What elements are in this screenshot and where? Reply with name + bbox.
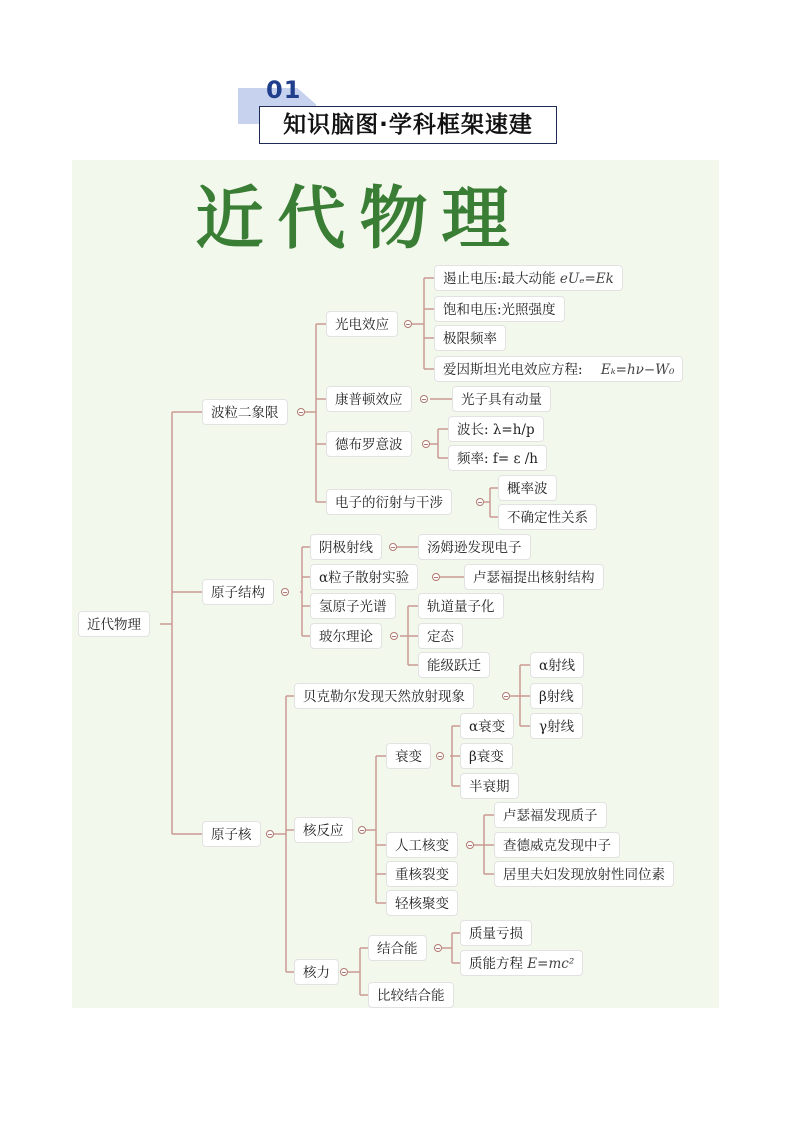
- node-probability-wave[interactable]: 概率波: [498, 475, 557, 501]
- node-nucleus[interactable]: 原子核: [202, 821, 261, 847]
- collapse-icon[interactable]: [422, 440, 430, 448]
- collapse-icon[interactable]: [432, 573, 440, 581]
- node-photoelectric[interactable]: 光电效应: [326, 311, 398, 337]
- node-thomson[interactable]: 汤姆逊发现电子: [418, 534, 531, 560]
- node-specific-binding-energy[interactable]: 比较结合能: [368, 982, 454, 1008]
- node-gamma-ray[interactable]: γ射线: [530, 713, 583, 739]
- node-half-life[interactable]: 半衰期: [460, 773, 519, 799]
- node-de-broglie[interactable]: 德布罗意波: [326, 431, 412, 457]
- node-compton[interactable]: 康普顿效应: [326, 386, 412, 412]
- node-stop-voltage[interactable]: [434, 265, 623, 291]
- node-einstein-equation[interactable]: [434, 356, 683, 382]
- einstein-equation-formula: Eₖ=hν−W₀: [600, 362, 675, 378]
- section-title: 知识脑图·学科框架速建: [259, 106, 557, 144]
- collapse-icon[interactable]: [281, 588, 289, 596]
- node-fusion[interactable]: 轻核聚变: [386, 890, 458, 916]
- collapse-icon[interactable]: [434, 944, 442, 952]
- stop-voltage-formula: eUₑ=Ek: [559, 271, 614, 287]
- node-fission[interactable]: 重核裂变: [386, 861, 458, 887]
- node-energy-transition[interactable]: 能级跃迁: [418, 652, 490, 678]
- node-frequency[interactable]: 频率: f= ε /h: [448, 445, 547, 471]
- node-atomic-structure[interactable]: 原子结构: [202, 579, 274, 605]
- node-alpha-decay[interactable]: α衰变: [460, 713, 514, 739]
- node-beta-ray[interactable]: β射线: [530, 683, 583, 709]
- collapse-icon[interactable]: [436, 752, 444, 760]
- node-root[interactable]: 近代物理: [78, 611, 150, 637]
- collapse-icon[interactable]: [340, 968, 348, 976]
- node-neutron-discovery[interactable]: 查德威克发现中子: [494, 832, 620, 858]
- node-decay[interactable]: 衰变: [386, 743, 431, 769]
- section-number: 01: [266, 76, 302, 104]
- node-isotope-discovery[interactable]: 居里夫妇发现放射性同位素: [494, 861, 674, 887]
- node-artificial-transmutation[interactable]: 人工核变: [386, 832, 458, 858]
- einstein-equation-label: 爱因斯坦光电效应方程:: [443, 362, 583, 378]
- node-cathode-ray[interactable]: 阴极射线: [310, 534, 382, 560]
- node-nuclear-force[interactable]: 核力: [294, 959, 339, 985]
- main-title: 近代物理: [195, 180, 524, 259]
- collapse-icon[interactable]: [404, 320, 412, 328]
- node-mass-energy[interactable]: [460, 950, 583, 976]
- node-photon-momentum[interactable]: 光子具有动量: [452, 386, 551, 412]
- node-beta-decay[interactable]: β衰变: [460, 743, 513, 769]
- node-electron-diffraction[interactable]: 电子的衍射与干涉: [326, 489, 452, 515]
- collapse-icon[interactable]: [502, 692, 510, 700]
- collapse-icon[interactable]: [266, 830, 274, 838]
- node-mass-defect[interactable]: 质量亏损: [460, 920, 532, 946]
- node-proton-discovery[interactable]: 卢瑟福发现质子: [494, 802, 607, 828]
- node-orbit-quantization[interactable]: 轨道量子化: [418, 593, 504, 619]
- collapse-icon[interactable]: [389, 543, 397, 551]
- node-threshold-frequency[interactable]: 极限频率: [434, 325, 506, 351]
- node-stationary-state[interactable]: 定态: [418, 623, 463, 649]
- node-hydrogen-spectrum[interactable]: 氢原子光谱: [310, 593, 396, 619]
- node-becquerel[interactable]: 贝克勒尔发现天然放射现象: [294, 683, 474, 709]
- node-uncertainty[interactable]: 不确定性关系: [498, 504, 597, 530]
- node-alpha-scattering[interactable]: α粒子散射实验: [310, 564, 418, 590]
- collapse-icon[interactable]: [466, 841, 474, 849]
- collapse-icon[interactable]: [476, 498, 484, 506]
- node-rutherford-model[interactable]: 卢瑟福提出核射结构: [464, 564, 604, 590]
- collapse-icon[interactable]: [297, 408, 305, 416]
- node-wave-particle[interactable]: 波粒二象限: [202, 399, 288, 425]
- collapse-icon[interactable]: [390, 632, 398, 640]
- stop-voltage-label: 遏止电压:最大动能: [443, 271, 556, 287]
- mass-energy-label: 质能方程: [469, 956, 523, 972]
- node-saturation-voltage[interactable]: 饱和电压:光照强度: [434, 296, 565, 322]
- node-wavelength[interactable]: 波长: λ=h/p: [448, 416, 544, 442]
- node-bohr-theory[interactable]: 玻尔理论: [310, 623, 382, 649]
- collapse-icon[interactable]: [358, 826, 366, 834]
- mass-energy-formula: E=mc²: [527, 956, 575, 972]
- node-alpha-ray[interactable]: α射线: [530, 652, 584, 678]
- node-nuclear-reaction[interactable]: 核反应: [294, 817, 353, 843]
- node-binding-energy[interactable]: 结合能: [368, 935, 427, 961]
- collapse-icon[interactable]: [420, 395, 428, 403]
